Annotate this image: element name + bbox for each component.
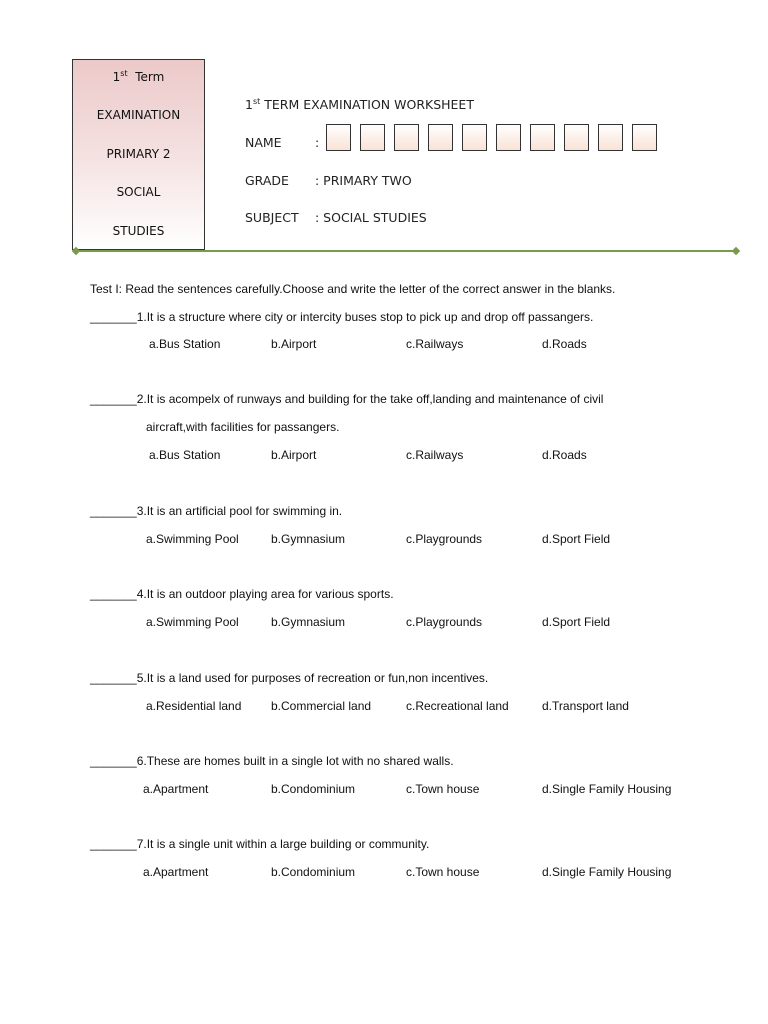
divider-right-dot	[732, 247, 740, 255]
question-4: _______4.It is an outdoor playing area for various sports.	[90, 587, 394, 601]
q5-option-d: d.Transport land	[542, 699, 629, 713]
q5-option-a: a.Residential land	[146, 699, 242, 713]
q2-option-c: c.Railways	[406, 448, 464, 462]
q7-option-d: d.Single Family Housing	[542, 865, 672, 879]
test-instructions: Test I: Read the sentences carefully.Choose and write the letter of the correct answer in the blanks.	[90, 282, 616, 296]
term-number: 1	[112, 70, 121, 84]
q4-option-b: b.Gymnasium	[271, 615, 346, 629]
question-3: _______3.It is an artificial pool for swimming in.	[90, 504, 343, 518]
subject-field-label: SUBJECT	[245, 210, 299, 225]
grade-field-value: : PRIMARY TWO	[315, 173, 412, 188]
term-superscript: st	[120, 69, 128, 78]
q2-option-d: d.Roads	[542, 448, 587, 462]
grade-field-label: GRADE	[245, 173, 289, 188]
q5-option-c: c.Recreational land	[406, 699, 509, 713]
q6-option-b: b.Condominium	[271, 782, 356, 796]
header-divider	[76, 250, 736, 252]
q6-option-c: c.Town house	[406, 782, 480, 796]
question-6: _______6.These are homes built in a single lot with no shared walls.	[90, 754, 454, 768]
q2-option-b: b.Airport	[271, 448, 317, 462]
q1-option-d: d.Roads	[542, 337, 587, 351]
worksheet-title	[245, 97, 474, 112]
subject-line-1: SOCIAL	[116, 185, 161, 199]
q3-option-a: a.Swimming Pool	[146, 532, 239, 546]
name-box[interactable]	[598, 124, 623, 151]
question-2: _______2.It is acompelx of runways and building for the take off,landing and maintenance of civil	[90, 392, 604, 406]
q7-option-b: b.Condominium	[271, 865, 356, 879]
q2-option-a: a.Bus Station	[149, 448, 221, 462]
q6-option-d: d.Single Family Housing	[542, 782, 672, 796]
subject-line-2: STUDIES	[112, 224, 165, 238]
q1-option-b: b.Airport	[271, 337, 317, 351]
name-box[interactable]	[360, 124, 385, 151]
title-number: 1	[245, 97, 253, 113]
question-2-continued: aircraft,with facilities for passangers.	[146, 420, 340, 434]
q1-option-c: c.Railways	[406, 337, 464, 351]
q4-option-c: c.Playgrounds	[406, 615, 483, 629]
title-text: TERM EXAMINATION WORKSHEET	[260, 97, 474, 113]
name-letter-boxes	[326, 124, 657, 151]
term-word: Term	[135, 70, 165, 84]
question-1: _______1.It is a structure where city or intercity buses stop to pick up and drop off passangers.	[90, 310, 594, 324]
name-label: NAME	[245, 135, 282, 150]
q6-option-a: a.Apartment	[143, 782, 209, 796]
term-line	[73, 69, 204, 84]
question-5: _______5.It is a land used for purposes of recreation or fun,non incentives.	[90, 671, 489, 685]
name-box[interactable]	[394, 124, 419, 151]
name-box[interactable]	[462, 124, 487, 151]
q1-option-a: a.Bus Station	[149, 337, 221, 351]
q4-option-d: d.Sport Field	[542, 615, 611, 629]
subject-field-value: : SOCIAL STUDIES	[315, 210, 427, 225]
q7-option-a: a.Apartment	[143, 865, 209, 879]
q7-option-c: c.Town house	[406, 865, 480, 879]
name-box[interactable]	[530, 124, 555, 151]
q5-option-b: b.Commercial land	[271, 699, 372, 713]
name-box[interactable]	[564, 124, 589, 151]
name-box[interactable]	[326, 124, 351, 151]
exam-info-box	[72, 59, 205, 250]
q3-option-b: b.Gymnasium	[271, 532, 346, 546]
name-box[interactable]	[428, 124, 453, 151]
q4-option-a: a.Swimming Pool	[146, 615, 239, 629]
q3-option-d: d.Sport Field	[542, 532, 611, 546]
name-box[interactable]	[496, 124, 521, 151]
name-colon: :	[315, 135, 320, 150]
exam-label: EXAMINATION	[96, 108, 181, 122]
q3-option-c: c.Playgrounds	[406, 532, 483, 546]
question-7: _______7.It is a single unit within a large building or community.	[90, 837, 430, 851]
name-box[interactable]	[632, 124, 657, 151]
grade-label: PRIMARY 2	[106, 147, 171, 161]
title-superscript: st	[252, 97, 261, 106]
